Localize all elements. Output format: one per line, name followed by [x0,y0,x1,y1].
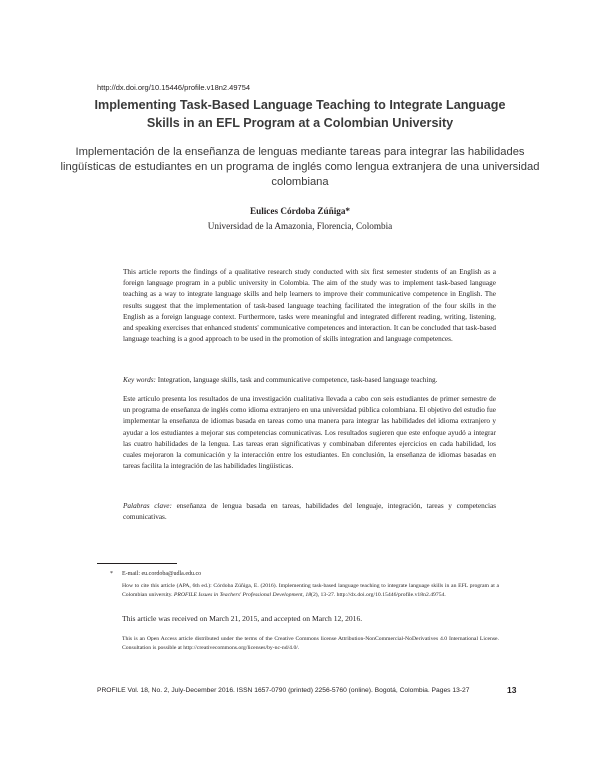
page-number: 13 [507,685,517,695]
palabras-clave [123,501,496,523]
keywords [123,375,496,386]
article-subtitle-spanish: Implementación de la enseñanza de lenguas mediante tareas para integrar las habilidades lingüísticas de estudiantes en un programa de inglés como lengua extranjera de una universidad colombiana [60,146,540,188]
received-accepted-dates: This article was received on March 21, 2015, and accepted on March 12, 2016. [122,614,363,623]
author-affiliation: Universidad de la Amazonia, Florencia, Colombia [207,221,393,231]
footnote-citation [122,582,499,599]
keywords-text: Integration, language skills, task and communicative competence, task-based language teaching. [157,376,438,384]
article-title: Implementing Task-Based Language Teaching to Integrate Language Skills in an EFL Program at a Colombian University [94,98,506,130]
author-name: Eulices Córdoba Zúñiga* [249,206,351,216]
citation-journal: PROFILE Issues in Teachers' Professional Development, 18 [173,591,312,598]
palabras-clave-text: enseñanza de lengua basada en tareas, habilidades del lenguaje, integración, tareas y competencias comunicativas. [123,502,497,522]
footnote-email[interactable]: E-mail: eu.cordoba@udla.edu.co [122,571,202,577]
doi-link[interactable]: http://dx.doi.org/10.15446/profile.v18n2.49754 [97,83,251,92]
abstract-spanish: Este artículo presenta los resultados de una investigación cualitativa llevada a cabo con seis estudiantes de primer semestre de un programa de enseñanza de inglés como idioma extranjero en una universidad pública colombiana. El objetivo del estudio fue implementar la enseñanza de idiomas basada en tareas como una manera para integrar las habilidades del idioma extranjero y ayudar a los estudiantes a mejorar sus competencias comunicativas. Los resultados sugieren que este enfoque ayudó a integrar las cuatro habilidades de la lengua. Las tareas eran significativas y combinaban diferentes ejercicios en cada habilidad, los cuales mejoraron la comunicación y la interacción entre los estudiantes. En conclusión, la enseñanza de idiomas basadas en tareas facilita la integración de las habilidades lingüísticas. [123,395,496,471]
footnote-marker: * [110,571,113,577]
keywords-label: Key words: [123,376,156,384]
journal-footer: PROFILE Vol. 18, No. 2, July-December 2016. ISSN 1657-0790 (printed) 2256-5760 (online). Bogotá, Colombia. Pages 13-27 [97,687,470,694]
footnote-divider [97,563,177,564]
abstract-english: This article reports the findings of a qualitative research study conducted with six first semester students of an English as a foreign language program in a public university in Colombia. The aim of the study was to implement task-based language teaching as a way to integrate language skills and help learners to improve their communicative competence in English. The results suggest that the implementation of task-based language teaching facilitated the integration of the four skills in the English as a foreign language context. Furthermore, tasks were meaningful and integrated different reading, writing, listening, and speaking exercises that enhanced students' communicative competences and interaction. It can be concluded that task-based language teaching is a good approach to be used in the promotion of skills integration and language competences. [123,268,496,344]
license-notice: This is an Open Access article distributed under the terms of the Creative Commons license Attribution-NonCommercial-NoDerivatives 4.0 International License. Consultation is possible at http://creativecommons.org/licenses/by-nc-nd/4.0/. [122,636,499,651]
citation-suffix: (2), 13-27. http://dx.doi.org/10.15446/profile.v18n2.49754. [311,591,446,598]
citation-prefix: How to cite this article (APA, 6th ed.): Córdoba Zúñiga, E. (2016). Implementing task-based language teaching to integrate language skills in an EFL program at a Colombian university. [122,583,499,598]
palabras-clave-label: Palabras clave: [123,502,172,510]
